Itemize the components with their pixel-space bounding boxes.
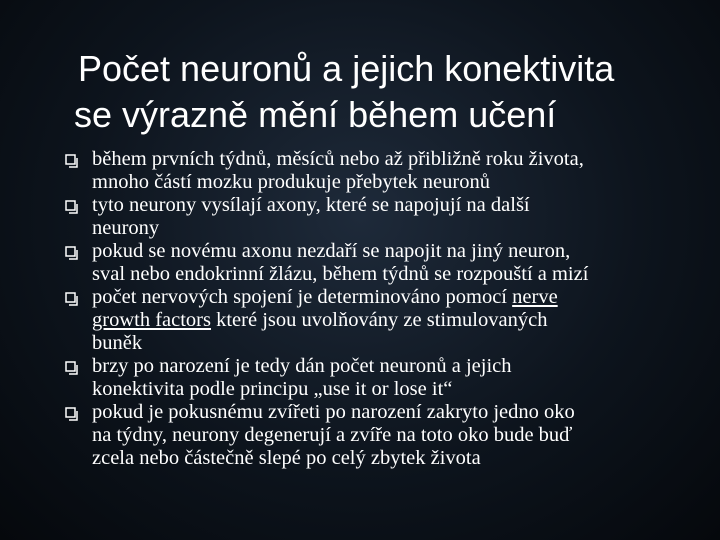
bullet-item [92, 240, 702, 286]
bullet-text-line: sval nebo endokrinní žlázu, během týdnů se rozpouští a mizí [92, 263, 589, 285]
bullet-text-line: pokud se novému axonu nezdaří se napojit na jiný neuron, [92, 240, 571, 262]
square-bullet-icon [65, 292, 79, 306]
title-line-1: Počet neuronů a jejich konektivita [78, 48, 615, 89]
bullet-list [92, 148, 702, 470]
bullet-item [92, 194, 702, 240]
bullet-item [92, 148, 702, 194]
bullet-text-line: neurony [92, 217, 160, 239]
bullet-text-line [92, 286, 702, 309]
square-bullet-icon [65, 154, 79, 168]
nerve-growth-factors-link[interactable]: nerve [512, 286, 558, 308]
nerve-growth-factors-link[interactable]: growth factors [92, 309, 211, 331]
bullet-text-line: tyto neurony vysílají axony, které se napojují na další [92, 194, 530, 216]
square-bullet-icon [65, 200, 79, 214]
bullet-text-segment: které jsou uvolňovány ze stimulovaných [210, 309, 548, 331]
square-bullet-icon [65, 361, 79, 375]
bullet-text-segment: počet nervových spojení je determinováno pomocí [92, 286, 513, 308]
bullet-text-line: buněk [92, 332, 143, 354]
bullet-text-line: konektivita podle principu „use it or lose it“ [92, 378, 453, 400]
bullet-item [92, 355, 702, 401]
bullet-text-line: zcela nebo částečně slepé po celý zbytek života [92, 447, 481, 469]
square-bullet-icon [65, 246, 79, 260]
square-bullet-icon [65, 407, 79, 421]
bullet-text-line: pokud je pokusnému zvířeti po narození zakryto jedno oko [92, 401, 575, 423]
bullet-item [92, 401, 702, 470]
bullet-text-line: během prvních týdnů, měsíců nebo až přibližně roku života, [92, 148, 584, 170]
bullet-text-line: na týdny, neurony degenerují a zvíře na toto oko bude buď [92, 424, 573, 446]
slide-title [74, 46, 698, 138]
bullet-text-line: mnoho částí mozku produkuje přebytek neuronů [92, 171, 490, 193]
title-line-2: se výrazně mění během učení [74, 94, 557, 135]
bullet-text-line [92, 309, 702, 332]
bullet-item [92, 286, 702, 355]
bullet-text-line: brzy po narození je tedy dán počet neuronů a jejich [92, 355, 512, 377]
